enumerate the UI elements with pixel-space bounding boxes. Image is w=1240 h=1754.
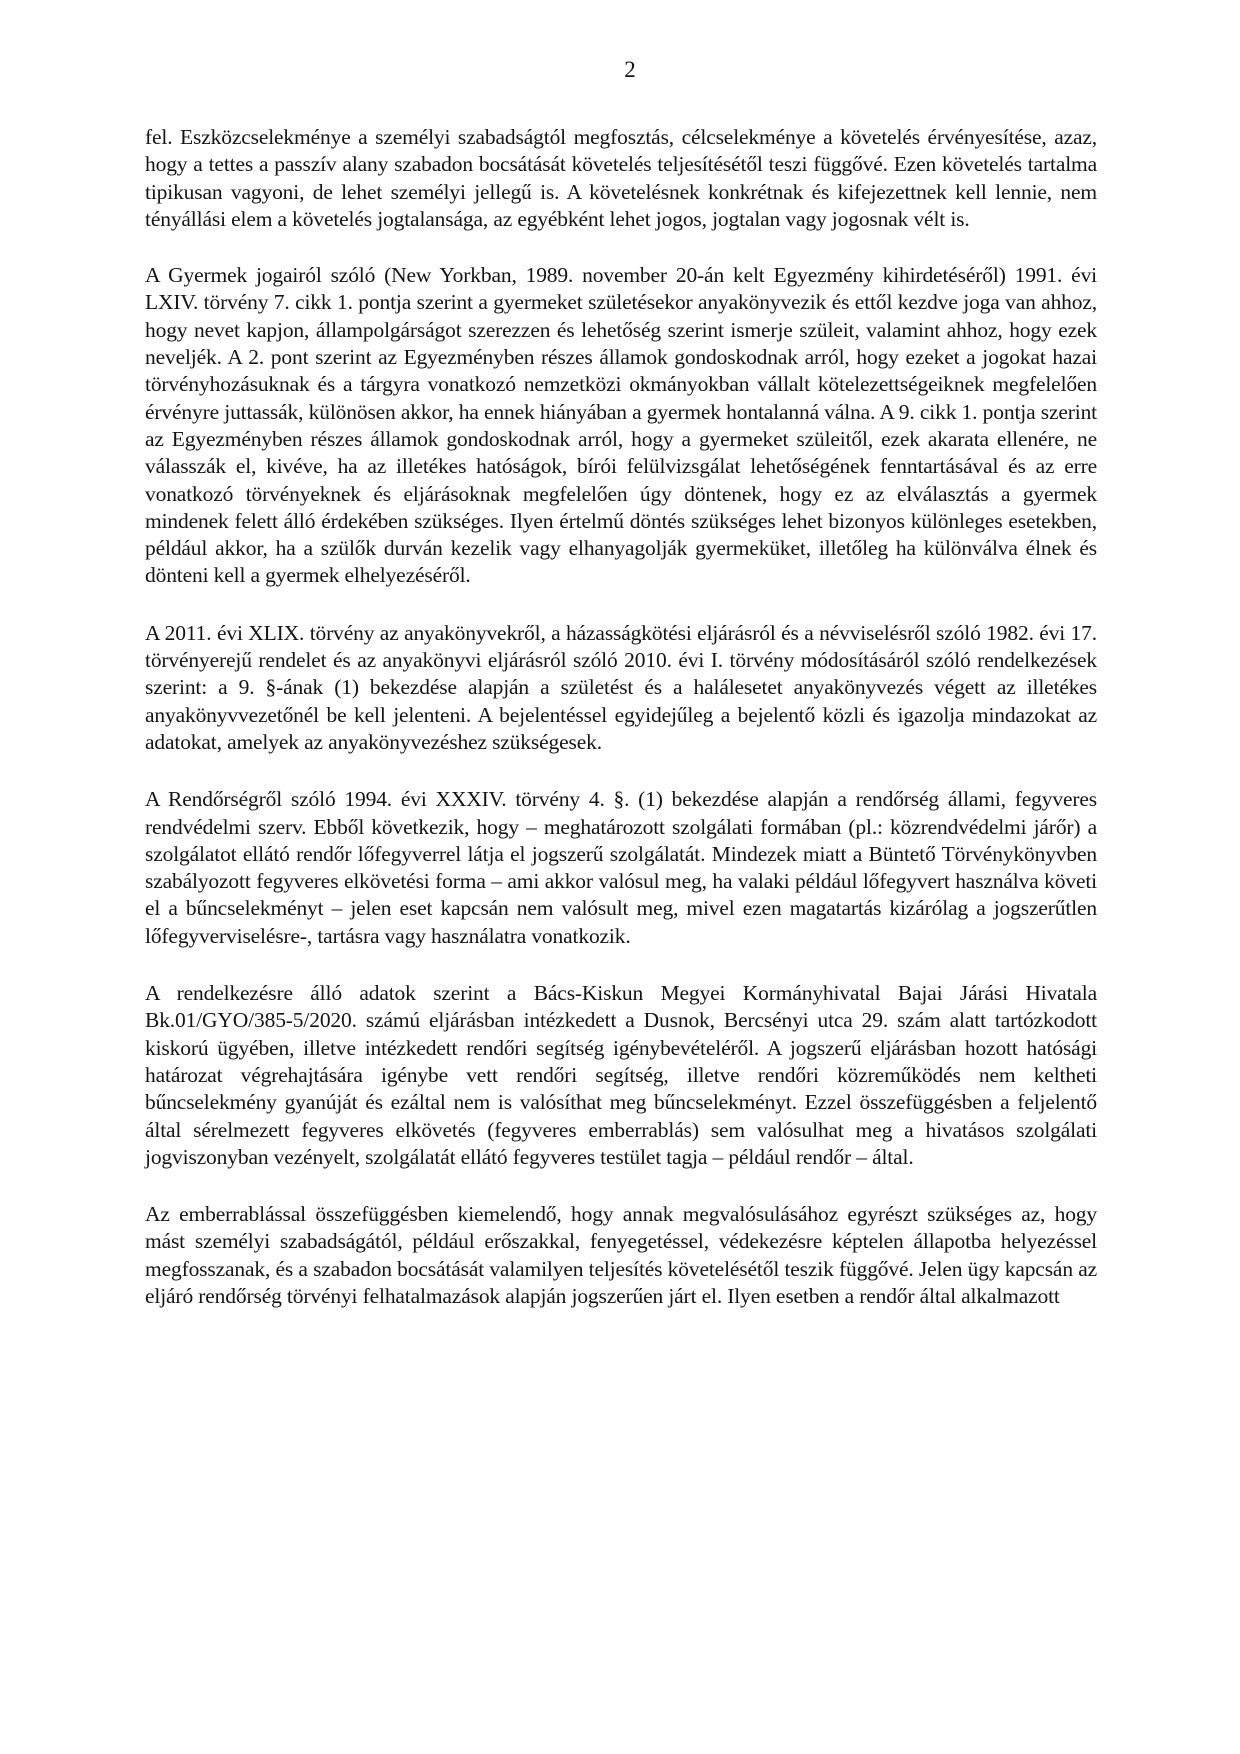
paragraph-kidnapping-conclusion: Az emberrablással összefüggésben kiemelendő, hogy annak megvalósulásához egyrészt szükséges az, hogy mást személyi szabadságától, például erőszakkal, fenyegetéssel, védekezésre képtelen állapotba helyezéssel megfosszanak, és a szabadon bocsátását valamilyen teljesítés követelésétől teszik függővé. Jelen ügy kapcsán az eljáró rendőrség törvényi felhatalmazások alapján jogszerűen járt el. Ilyen esetben a rendőr által alkalmazott: [145, 1202, 1097, 1308]
paragraph-police-act: A Rendőrségről szóló 1994. évi XXXIV. törvény 4. §. (1) bekezdése alapján a rendőrség állami, fegyveres rendvédelmi szerv. Ebből következik, hogy – meghatározott szolgálati formában (pl.: közrendvédelmi járőr) a szolgálatot ellátó rendőr lőfegyverrel látja el jogszerű szolgálatát. Mindezek miatt a Büntető Törvénykönyvben szabályozott fegyveres elkövetési forma – ami akkor valósul meg, ha valaki például lőfegyvert használva követi el a bűncselekményt – jelen eset kapcsán nem valósult meg, mivel ezen magatartás kizárólag a jogszerűtlen lőfegyverviselésre-, tartásra vagy használatra vonatkozik.: [145, 787, 1097, 948]
paragraph-registry-act: A 2011. évi XLIX. törvény az anyakönyvekről, a házasságkötési eljárásról és a névviselésről szóló 1982. évi 17. törvényerejű rendelet és az anyakönyvi eljárásról szóló 2010. évi I. törvény módosításáról szóló rendelkezések szerint: a 9. §-ának (1) bekezdése alapján a születést és a halálesetet anyakönyvezés végett az illetékes anyakönyvvezetőnél be kell jelenteni. A bejelentéssel egyidejűleg a bejelentő közli és igazolja mindazokat az adatokat, amelyek az anyakönyvezéshez szükségesek.: [145, 620, 1097, 754]
page-number: 2: [624, 57, 636, 82]
paragraph-child-rights-convention: A Gyermek jogairól szóló (New Yorkban, 1989. november 20-án kelt Egyezmény kihirdetéséről) 1991. évi LXIV. törvény 7. cikk 1. pontja szerint a gyermeket születésekor anyakönyvezik és ettől kezdve joga van ahhoz, hogy nevet kapjon, állampolgárságot szerezzen és lehetőség szerint ismerje szüleit, valamint ahhoz, hogy ezek neveljék. A 2. pont szerint az Egyezményben részes államok gondoskodnak arról, hogy ezeket a jogokat hazai törvényhozásuknak és a tárgyra vonatkozó nemzetközi okmányokban vállalt kötelezettségeiknek megfelelően érvényre juttassák, különösen akkor, ha ennek hiányában a gyermek hontalanná válna. A 9. cikk 1. pontja szerint az Egyezményben részes államok gondoskodnak arról, hogy a gyermeket szüleitől, ezek akarata ellenére, ne válasszák el, kivéve, ha az illetékes hatóságok, bírói felülvizsgálat lehetőségének fenntartásával és az erre vonatkozó törvényeknek és eljárásoknak megfelelően úgy döntenek, hogy ez az elválasztás a gyermek mindenek felett álló érdekében szükséges. Ilyen értelmű döntés szükséges lehet bizonyos különleges esetekben, például akkor, ha a szülők durván kezelik vagy elhanyagolják gyermeküket, illetőleg ha különválva élnek és dönteni kell a gyermek elhelyezéséről.: [145, 263, 1097, 588]
paragraph-case-facts: A rendelkezésre álló adatok szerint a Bács-Kiskun Megyei Kormányhivatal Bajai Járási Hivatala Bk.01/GYO/385-5/2020. számú eljárásban intézkedett a Dusnok, Bercsényi utca 29. szám alatt tartózkodott kiskorú ügyében, illetve intézkedett rendőri segítség igénybevételéről. A jogszerű eljárásban hozott hatósági határozat végrehajtására igénybe vett rendőri segítség, illetve rendőri közreműködés nem keltheti bűncselekmény gyanúját és ezáltal nem is valósíthat meg bűncselekményt. Ezzel összefüggésben a feljelentő által sérelmezett fegyveres elkövetés (fegyveres emberrablás) sem valósulhat meg a hivatásos szolgálati jogviszonyban vezényelt, szolgálatát ellátó fegyveres testület tagja – például rendőr – által.: [145, 981, 1097, 1169]
document-body: [145, 124, 1097, 1340]
paragraph-kidnapping-definition: fel. Eszközcselekménye a személyi szabadságtól megfosztás, célcselekménye a követelés érvényesítése, azaz, hogy a tettes a passzív alany szabadon bocsátását követelés teljesítésétől teszi függővé. Ezen követelés tartalma tipikusan vagyoni, de lehet személyi jellegű is. A követelésnek konkrétnak és kifejezettnek kell lennie, nem tényállási elem a követelés jogtalansága, az egyébként lehet jogos, jogtalan vagy jogosnak vélt is.: [145, 125, 1097, 231]
